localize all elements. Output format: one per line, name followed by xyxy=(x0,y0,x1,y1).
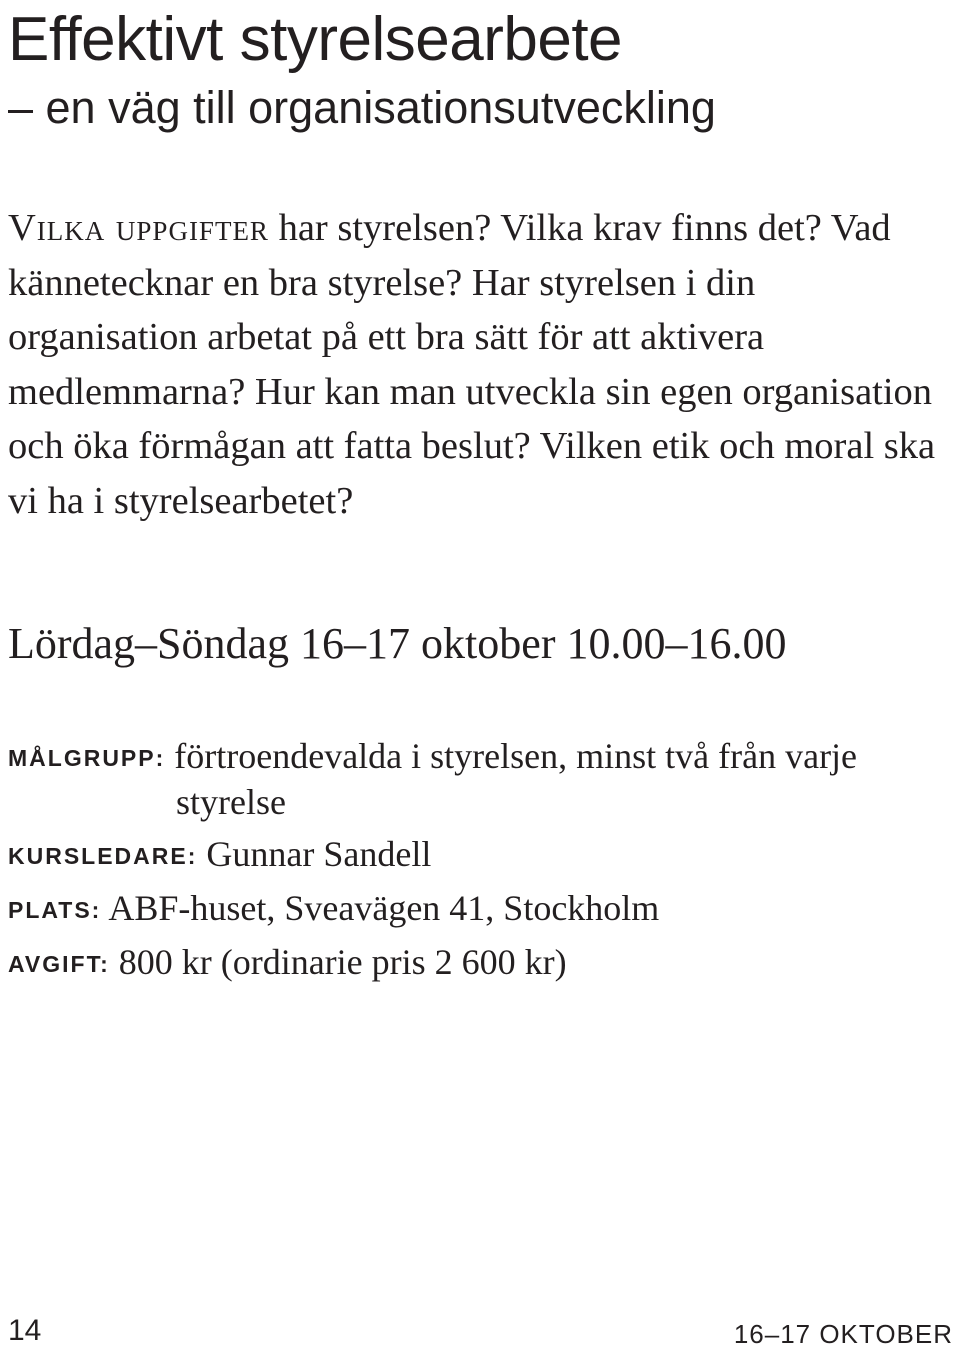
course-leader-value: Gunnar Sandell xyxy=(197,834,432,874)
fee-row xyxy=(8,940,953,986)
intro-paragraph xyxy=(8,201,953,528)
page-subtitle: – en väg till organisationsutveckling xyxy=(8,82,716,133)
intro-text: har styrelsen? Vilka krav finns det? Vad kännetecknar en bra styrelse? Har styrelsen i din organisation arbetat på ett bra sätt för att aktivera medlemmarna? Hur kan man utveckla sin egen organisation och öka förmågan att fatta beslut? Vilken etik och moral ska vi ha i styrelsearbetet? xyxy=(8,207,936,522)
location-value: ABF-huset, Sveavägen 41, Stockholm xyxy=(101,888,660,928)
target-group-row xyxy=(8,734,953,824)
page-number: 14 xyxy=(8,1314,42,1347)
course-leader-label: KURSLEDARE: xyxy=(8,843,198,869)
course-leader-row xyxy=(8,832,953,878)
course-dates: Lördag–Söndag 16–17 oktober 10.00–16.00 xyxy=(8,619,787,668)
target-group-label: MÅLGRUPP: xyxy=(8,745,166,771)
location-row xyxy=(8,886,953,932)
footer-date: 16–17 OKTOBER xyxy=(733,1319,953,1349)
page-title: Effektivt styrelsearbete xyxy=(8,5,623,74)
fee-value: 800 kr (ordinarie pris 2 600 kr) xyxy=(109,942,567,982)
intro-lead: Vilka uppgifter xyxy=(8,207,269,249)
fee-label: AVGIFT: xyxy=(8,951,110,977)
location-label: PLATS: xyxy=(8,897,102,923)
target-group-value: förtroendevalda i styrelsen, minst två från varje styrelse xyxy=(165,736,858,822)
